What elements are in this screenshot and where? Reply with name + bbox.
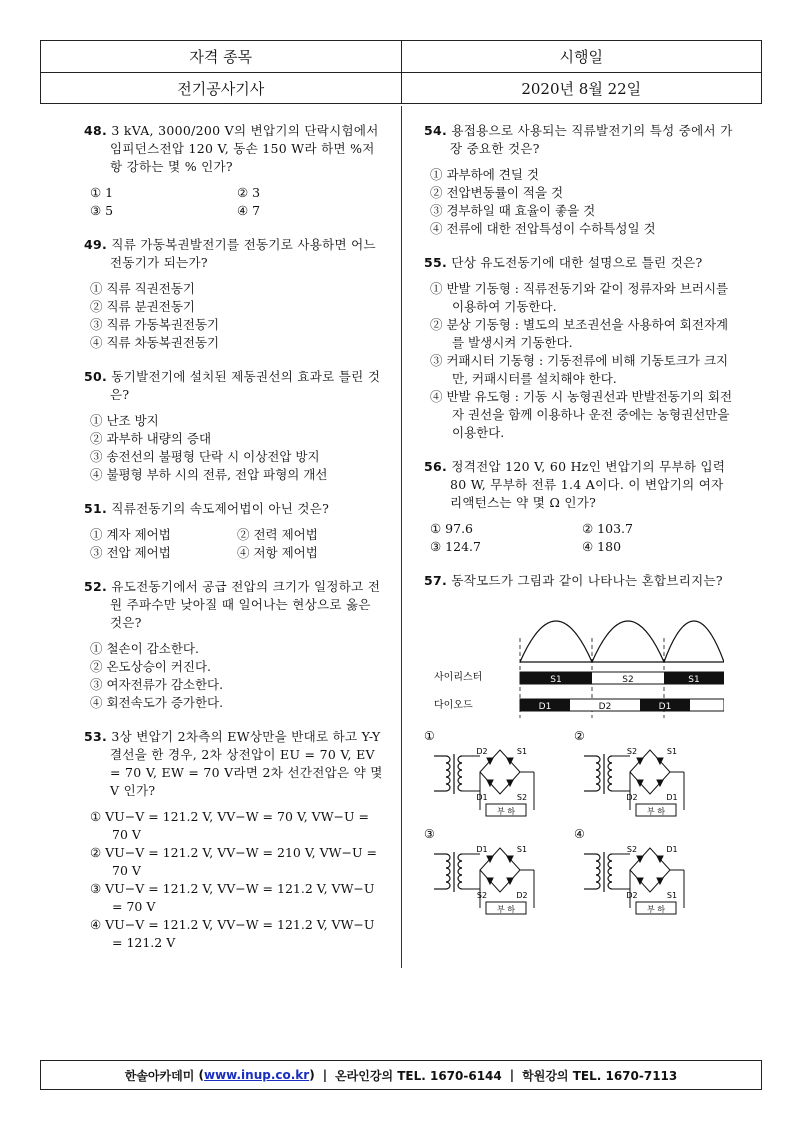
element-label: D2 <box>626 793 638 802</box>
question-number: 56. <box>424 459 448 474</box>
bridge-circuit-3[interactable] <box>424 827 534 914</box>
element-label: S1 <box>516 845 528 854</box>
d-label: D1 <box>658 702 672 712</box>
answer-option[interactable]: ④ 불평형 부하 시의 전류, 전압 파형의 개선 <box>90 467 328 482</box>
answer-option[interactable]: ③ 송전선의 불평형 단락 시 이상전압 방지 <box>90 449 320 464</box>
transformer-icon <box>584 754 612 794</box>
answer-option[interactable]: ④ 직류 차동복권전동기 <box>90 335 220 350</box>
left-column <box>84 122 384 968</box>
answer-option[interactable]: ② 전압변동률이 적을 것 <box>430 185 564 200</box>
header-table <box>40 40 762 104</box>
answer-options <box>424 520 734 556</box>
transformer-icon <box>434 754 462 794</box>
question-50 <box>84 368 384 484</box>
question-number: 54. <box>424 123 448 138</box>
element-label: S1 <box>666 891 678 900</box>
answer-option[interactable]: ③ 124.7 <box>430 539 481 554</box>
answer-option[interactable]: ② 103.7 <box>582 521 633 536</box>
element-label: D1 <box>476 845 488 854</box>
question-stem <box>424 254 734 272</box>
answer-option[interactable]: ③ 전압 제어법 <box>90 545 171 560</box>
question-51 <box>84 500 384 562</box>
question-number: 49. <box>84 237 108 252</box>
answer-option[interactable]: ② 온도상승이 커진다. <box>90 659 212 674</box>
answer-option[interactable]: ④ 전류에 대한 전압특성이 수하특성일 것 <box>430 221 656 236</box>
question-55 <box>424 254 734 442</box>
circuit-mark: ① <box>424 729 435 743</box>
answer-option[interactable]: ① 난조 방지 <box>90 413 159 428</box>
question-text: 직류전동기의 속도제어법이 아닌 것은? <box>111 501 330 516</box>
question-text: 동작모드가 그림과 같이 나타나는 혼합브리지는? <box>451 573 723 588</box>
element-label: S2 <box>626 845 638 854</box>
thyristor-label: 사이리스터 <box>434 672 483 683</box>
question-text: 3 kVA, 3000/200 V의 변압기의 단락시험에서 임피던스전압 120 V, 동손 150 W라 하면 %저항 강하는 몇 % 인가? <box>110 123 379 174</box>
circuit-mark: ② <box>574 729 585 743</box>
question-number: 52. <box>84 579 108 594</box>
question-text: 단상 유도전동기에 대한 설명으로 틀린 것은? <box>451 255 703 270</box>
question-stem <box>84 122 384 176</box>
question-57 <box>424 572 734 923</box>
question-text: 3상 변압기 2차측의 EW상만을 반대로 하고 Y-Y 결선을 한 경우, 2차 상전압이 EU = 70 V, EV = 70 V, EW = 70 V라면 2차 선간전압은 약 몇 V 인가? <box>110 729 383 798</box>
question-48 <box>84 122 384 220</box>
element-label: S2 <box>476 891 488 900</box>
element-label: S2 <box>626 747 638 756</box>
question-stem <box>424 458 734 512</box>
answer-option[interactable]: ① 97.6 <box>430 521 474 536</box>
answer-option[interactable]: ④ 저항 제어법 <box>237 545 318 560</box>
diode-label: 다이오드 <box>434 700 473 711</box>
footer-academy: 한솔아카데미 <box>124 1068 195 1083</box>
question-53 <box>84 728 384 952</box>
answer-option[interactable]: ① 과부하에 견딜 것 <box>430 167 539 182</box>
answer-option[interactable]: ① 직류 직권전동기 <box>90 281 195 296</box>
question-52 <box>84 578 384 712</box>
element-label: S1 <box>516 747 528 756</box>
answer-options <box>84 184 384 220</box>
load-label: 부 하 <box>497 905 515 914</box>
footer-separator: | <box>509 1068 515 1082</box>
answer-option[interactable]: ① VU−V = 121.2 V, VV−W = 70 V, VW−U = 70 V <box>90 809 370 842</box>
bridge-circuit-2[interactable] <box>574 729 684 816</box>
element-label: D1 <box>476 793 488 802</box>
bridge-circuit-1[interactable] <box>424 729 534 816</box>
element-label: S1 <box>666 747 678 756</box>
answer-option[interactable]: ③ 5 <box>90 203 114 218</box>
subject-label: 자격 종목 <box>189 48 253 66</box>
question-stem <box>84 368 384 404</box>
element-label: D1 <box>666 793 678 802</box>
element-label: D2 <box>626 891 638 900</box>
answer-option[interactable]: ③ 여자전류가 감소한다. <box>90 677 224 692</box>
circuit-mark: ③ <box>424 827 435 841</box>
load-label: 부 하 <box>647 807 665 816</box>
question-number: 55. <box>424 255 448 270</box>
question-number: 57. <box>424 573 448 588</box>
answer-options <box>424 166 734 238</box>
d-label: D1 <box>538 702 552 712</box>
date-value: 2020년 8월 22일 <box>401 73 762 103</box>
bridge-circuit-4[interactable] <box>574 827 684 914</box>
right-column <box>424 122 734 939</box>
answer-option[interactable]: ① 반발 기동형 : 직류전동기와 같이 정류자와 브러시를 이용하여 기동한다. <box>430 281 729 314</box>
q57-figure <box>424 598 724 918</box>
transformer-icon <box>434 852 462 892</box>
footer-separator: | <box>322 1068 328 1082</box>
answer-options <box>84 808 384 952</box>
question-stem <box>84 728 384 800</box>
answer-option[interactable]: ③ 커패시터 기동형 : 기동전류에 비해 기동토크가 크지만, 커패시터를 설치해야 한다. <box>430 353 729 386</box>
question-text: 직류 가동복권발전기를 전동기로 사용하면 어느 전동기가 되는가? <box>110 237 376 270</box>
question-text: 동기발전기에 설치된 제동권선의 효과로 틀린 것은? <box>110 369 381 402</box>
answer-options <box>84 526 384 562</box>
d-label: D2 <box>598 702 612 712</box>
transformer-icon <box>584 852 612 892</box>
s-label: S1 <box>688 675 700 685</box>
question-text: 유도전동기에서 공급 전압의 크기가 일정하고 전원 주파수만 낮아질 때 일어나는 현상으로 옳은 것은? <box>110 579 381 630</box>
answer-options <box>424 280 734 442</box>
subject-value: 전기공사기사 <box>177 79 265 98</box>
question-text: 정격전압 120 V, 60 Hz인 변압기의 무부하 입력 80 W, 무부하 전류 1.4 A이다. 이 변압기의 여자 리액턴스는 약 몇 Ω 인가? <box>450 459 726 510</box>
answer-option[interactable]: ④ 7 <box>237 203 261 218</box>
element-label: D2 <box>516 891 528 900</box>
footer: 한솔아카데미 ( www.inup.co.kr ) | 온라인강의 TEL. 1670-6144 | 학원강의 TEL. 1670-7113 <box>40 1060 762 1090</box>
date-label: 시행일 <box>401 41 762 72</box>
answer-option[interactable]: ③ VU−V = 121.2 V, VV−W = 121.2 V, VW−U = 70 V <box>90 881 375 914</box>
answer-option[interactable]: ④ 반발 유도형 : 기동 시 농형권선과 반발전동기의 회전자 권선을 함께 이용하나 운전 중에는 농형권선만을 이용한다. <box>430 389 733 440</box>
question-56 <box>424 458 734 556</box>
column-divider <box>401 106 402 968</box>
question-number: 51. <box>84 501 108 516</box>
answer-options <box>84 412 384 484</box>
s-label: S1 <box>550 675 562 685</box>
answer-option[interactable]: ② VU−V = 121.2 V, VV−W = 210 V, VW−U = 70 V <box>90 845 377 878</box>
footer-link[interactable]: www.inup.co.kr <box>203 1068 310 1082</box>
answer-option[interactable]: ② 과부하 내량의 증대 <box>90 431 212 446</box>
answer-option[interactable]: ③ 경부하일 때 효율이 좋을 것 <box>430 203 596 218</box>
question-49 <box>84 236 384 352</box>
s-label: S2 <box>622 675 634 685</box>
question-stem <box>84 578 384 632</box>
answer-option[interactable]: ③ 직류 가동복권전동기 <box>90 317 220 332</box>
circuit-mark: ④ <box>574 827 585 841</box>
footer-offline: 학원강의 TEL. 1670-7113 <box>522 1068 678 1083</box>
question-number: 53. <box>84 729 108 744</box>
question-stem <box>84 236 384 272</box>
rectified-waveform <box>520 621 724 662</box>
answer-option[interactable]: ① 계자 제어법 <box>90 527 171 542</box>
answer-option[interactable]: ② 3 <box>237 185 261 200</box>
answer-options <box>84 640 384 712</box>
question-number: 48. <box>84 123 108 138</box>
question-stem <box>424 572 734 590</box>
answer-option[interactable]: ② 직류 분권전동기 <box>90 299 195 314</box>
element-label: D1 <box>666 845 678 854</box>
answer-option[interactable]: ① 철손이 감소한다. <box>90 641 199 656</box>
load-label: 부 하 <box>497 807 515 816</box>
element-label: D2 <box>476 747 488 756</box>
element-label: S2 <box>516 793 528 802</box>
load-label: 부 하 <box>647 905 665 914</box>
answer-option[interactable]: ② 분상 기동형 : 별도의 보조권선을 사용하여 회전자계를 발생시켜 기동한다. <box>430 317 729 350</box>
answer-option[interactable]: ④ 회전속도가 증가한다. <box>90 695 224 710</box>
answer-options <box>84 280 384 352</box>
question-text: 용접용으로 사용되는 직류발전기의 특성 중에서 가장 중요한 것은? <box>450 123 733 156</box>
question-number: 50. <box>84 369 108 384</box>
answer-option[interactable]: ④ 180 <box>582 539 622 554</box>
answer-option[interactable]: ④ VU−V = 121.2 V, VV−W = 121.2 V, VW−U = 121.2 V <box>90 917 375 950</box>
answer-option[interactable]: ② 전력 제어법 <box>237 527 318 542</box>
footer-online: 온라인강의 TEL. 1670-6144 <box>335 1068 502 1083</box>
question-stem <box>84 500 384 518</box>
question-54 <box>424 122 734 238</box>
answer-option[interactable]: ① 1 <box>90 185 114 200</box>
question-stem <box>424 122 734 158</box>
